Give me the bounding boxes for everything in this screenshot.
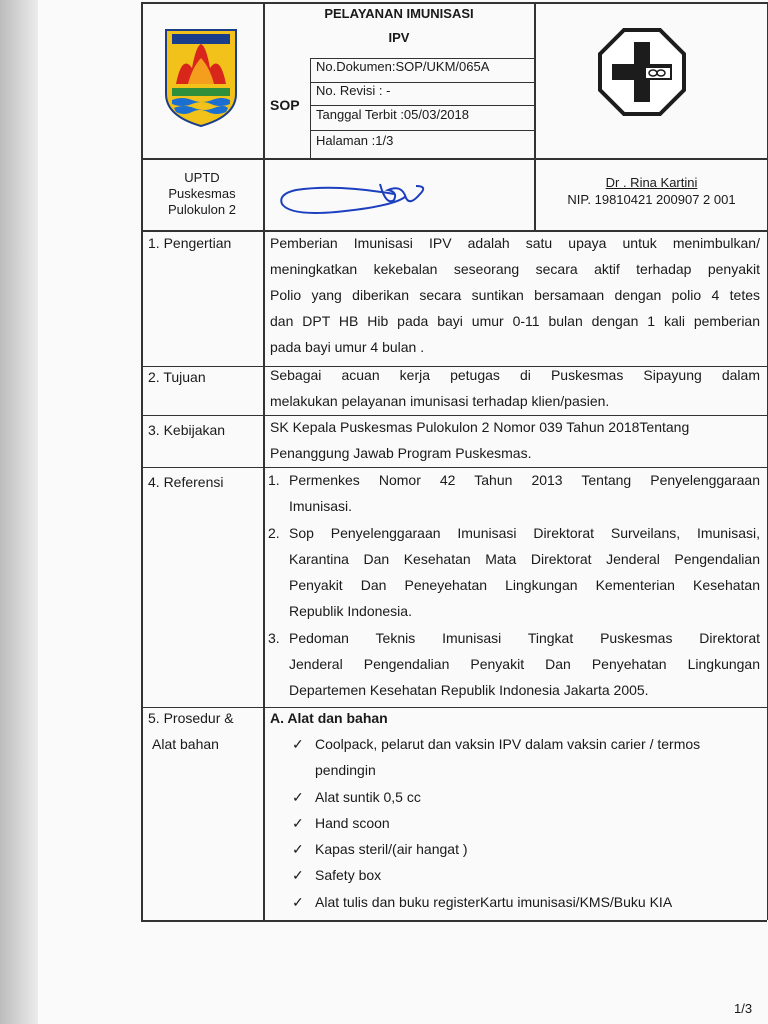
check-icon: ✓ <box>292 841 304 857</box>
referensi-number: 3. <box>268 630 280 646</box>
referensi-line: Sop Penyelenggaraan Imunisasi Direktorat Surveilans, Imunisasi, <box>289 525 760 541</box>
alat-item: Hand scoon <box>315 815 390 831</box>
referensi-line: Departemen Kesehatan Republik Indonesia Jakarta 2005. <box>289 682 649 698</box>
check-icon: ✓ <box>292 789 304 805</box>
check-icon: ✓ <box>292 815 304 831</box>
check-icon: ✓ <box>292 867 304 883</box>
section-label-prosedur: 5. Prosedur & <box>148 710 234 726</box>
org-line-1: UPTD <box>184 170 220 185</box>
regency-emblem-logo <box>162 24 240 128</box>
document-subtitle: IPV <box>388 30 410 45</box>
section-label-prosedur-2: Alat bahan <box>152 736 219 752</box>
signer-name: Dr . Rina Kartini <box>605 175 698 190</box>
org-line-3: Pulokulon 2 <box>168 202 236 217</box>
page-count: Halaman :1/3 <box>316 133 394 148</box>
referensi-line: Imunisasi. <box>289 498 353 514</box>
alat-item: pendingin <box>315 762 376 778</box>
kebijakan-line: SK Kepala Puskesmas Pulokulon 2 Nomor 039 Tahun 2018Tentang <box>270 419 690 435</box>
section-label-referensi: 4. Referensi <box>148 474 224 490</box>
section-label-kebijakan: 3. Kebijakan <box>148 422 226 438</box>
alat-item: Kapas steril/(air hangat ) <box>315 841 468 857</box>
puskesmas-logo <box>598 28 686 116</box>
section-label-pengertian: 1. Pengertian <box>148 235 232 251</box>
pengertian-line: meningkatkan kekebalan seseorang secara aktif terhadap penyakit <box>270 261 760 277</box>
alat-item: Alat tulis dan buku registerKartu imunisasi/KMS/Buku KIA <box>315 894 673 910</box>
section-label-tujuan: 2. Tujuan <box>148 369 206 385</box>
signature <box>276 176 436 222</box>
pengertian-line: Pemberian Imunisasi IPV adalah satu upaya untuk menimbulkan/ <box>270 235 760 251</box>
pengertian-line: pada bayi umur 4 bulan . <box>270 339 425 355</box>
referensi-line: Karantina Dan Kesehatan Mata Direktorat Jenderal Pengendalian <box>289 551 760 567</box>
referensi-line: Republik Indonesia. <box>289 603 412 619</box>
check-icon: ✓ <box>292 894 304 910</box>
scan-edge <box>0 0 38 1024</box>
prosedur-heading: A. Alat dan bahan <box>270 710 388 726</box>
check-icon: ✓ <box>292 736 304 752</box>
pengertian-line: dan DPT HB Hib pada bayi umur 0-11 bulan dengan 1 kali pemberian <box>270 313 760 329</box>
tujuan-line: Sebagai acuan kerja petugas di Puskesmas Sipayung dalam <box>270 367 760 383</box>
pengertian-line: Polio yang diberikan secara suntikan bersamaan dengan polio 4 tetes <box>270 287 760 303</box>
referensi-number: 2. <box>268 525 280 541</box>
alat-item: Coolpack, pelarut dan vaksin IPV dalam vaksin carier / termos <box>315 736 701 752</box>
referensi-line: Penyakit Dan Peneyehatan Lingkungan Kementerian Kesehatan <box>289 577 760 593</box>
alat-item: Alat suntik 0,5 cc <box>315 789 421 805</box>
referensi-line: Pedoman Teknis Imunisasi Tingkat Puskesmas Direktorat <box>289 630 760 646</box>
doc-number: No.Dokumen:SOP/UKM/065A <box>316 59 490 74</box>
page-number: 1/3 <box>734 1001 753 1016</box>
referensi-number: 1. <box>268 472 280 488</box>
kebijakan-line: Penanggung Jawab Program Puskesmas. <box>270 445 532 461</box>
document-title: PELAYANAN IMUNISASI <box>324 6 474 21</box>
signer-nip: NIP. 19810421 200907 2 001 <box>567 192 736 207</box>
alat-item: Safety box <box>315 867 382 883</box>
sop-label: SOP <box>270 97 300 113</box>
org-line-2: Puskesmas <box>168 186 236 201</box>
referensi-line: Jenderal Pengendalian Penyakit Dan Penyehatan Lingkungan <box>289 656 760 672</box>
tujuan-line: melakukan pelayanan imunisasi terhadap klien/pasien. <box>270 393 610 409</box>
issue-date: Tanggal Terbit :05/03/2018 <box>316 107 469 122</box>
revision-number: No. Revisi : - <box>316 83 391 98</box>
referensi-line: Permenkes Nomor 42 Tahun 2013 Tentang Penyelenggaraan <box>289 472 760 488</box>
